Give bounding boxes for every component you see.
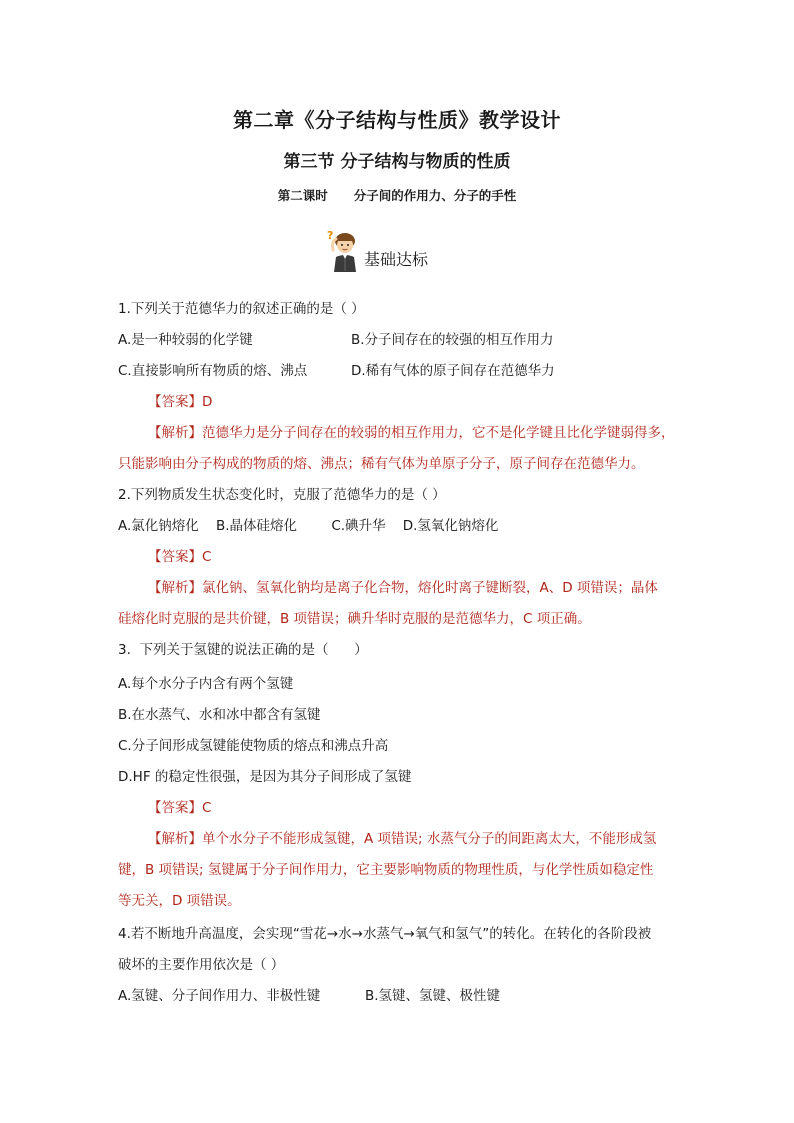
lesson-title xyxy=(0,186,794,204)
question-4-option-b: B.氢键、氢键、极性键 xyxy=(365,988,501,1004)
svg-text:?: ? xyxy=(327,229,334,242)
question-2-analysis-line-2: 硅熔化时克服的是共价键，B 项错误；碘升华时克服的是范德华力，C 项正确。 xyxy=(118,611,591,627)
document-title: 第二章《分子结构与性质》教学设计 xyxy=(233,108,561,132)
question-4-stem-line-2: 破坏的主要作用依次是（ ） xyxy=(118,957,285,973)
question-3-option-b: B.在水蒸气、水和冰中都含有氢键 xyxy=(118,707,321,723)
question-3-option-c: C.分子间形成氢键能使物质的熔点和沸点升高 xyxy=(118,738,389,754)
question-1-option-c: C.直接影响所有物质的熔、沸点 xyxy=(118,363,308,379)
question-1-option-d: D.稀有气体的原子间存在范德华力 xyxy=(351,363,555,379)
question-3-option-a: A.每个水分子内含有两个氢键 xyxy=(118,676,294,692)
section-title: 第三节 分子结构与物质的性质 xyxy=(283,152,511,172)
question-1-answer: 【答案】D xyxy=(148,394,213,410)
lesson-topic: 分子间的作用力、分子的手性 xyxy=(353,188,517,203)
question-2-stem: 2.下列物质发生状态变化时，克服了范德华力的是（ ） xyxy=(118,487,446,503)
question-1-stem: 1.下列关于范德华力的叙述正确的是（ ） xyxy=(118,301,365,317)
banner-label: 基础达标 xyxy=(364,250,429,269)
question-1-analysis-line-2: 只能影响由分子构成的物质的熔、沸点；稀有气体为单原子分子，原子间存在范德华力。 xyxy=(118,456,645,472)
question-4-stem-line-1: 4.若不断地升高温度，会实现“雪花→水→水蒸气→氧气和氢气”的转化。在转化的各阶段被 xyxy=(118,926,652,942)
question-3-option-d: D.HF 的稳定性很强，是因为其分子间形成了氢键 xyxy=(118,769,412,785)
lesson-number: 第二课时 xyxy=(277,188,328,203)
question-3-analysis-line-3: 等无关，D 项错误。 xyxy=(118,893,241,909)
question-3-stem: 3. 下列关于氢键的说法正确的是（ ） xyxy=(118,642,368,658)
question-3-analysis-line-2: 键，B 项错误; 氢键属于分子间作用力，它主要影响物质的物理性质，与化学性质如稳定性 xyxy=(118,862,654,878)
question-1-option-a: A.是一种较弱的化学键 xyxy=(118,332,253,348)
question-3-analysis-line-1: 【解析】单个水分子不能形成氢键，A 项错误; 水蒸气分子的间距离太大，不能形成氢 xyxy=(148,831,657,847)
section-banner xyxy=(326,226,428,274)
question-4-option-a: A.氢键、分子间作用力、非极性键 xyxy=(118,988,321,1004)
question-2-answer: 【答案】C xyxy=(148,549,212,565)
question-1-option-b: B.分子间存在的较强的相互作用力 xyxy=(351,332,554,348)
thinking-student-icon xyxy=(326,228,362,274)
question-1-analysis-line-1: 【解析】范德华力是分子间存在的较弱的相互作用力，它不是化学键且比化学键弱得多， xyxy=(148,425,675,441)
question-2-analysis-line-1: 【解析】氯化钠、氢氧化钠均是离子化合物，熔化时离子键断裂，A、D 项错误；晶体 xyxy=(148,580,658,596)
question-3-answer: 【答案】C xyxy=(148,800,212,816)
question-2-options: A.氯化钠熔化 B.晶体硅熔化 C.碘升华 D.氢氧化钠熔化 xyxy=(118,518,499,534)
